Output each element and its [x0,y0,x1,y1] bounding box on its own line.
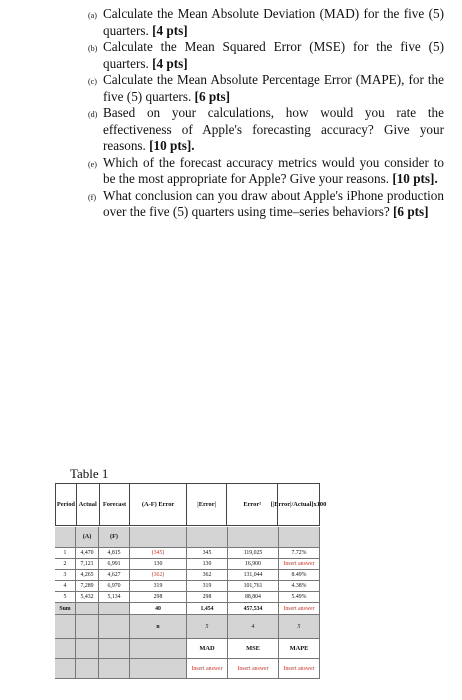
question-marker: (e) [88,159,97,169]
cell-abs-error: 345 [187,548,228,559]
cell-actual: 4,470 [76,548,99,559]
cell-actual: 5,432 [76,592,99,603]
n-abs: 5 [187,615,228,639]
table-row [55,548,320,559]
table-cell [55,527,76,548]
table-title: Table 1 [70,466,109,481]
label-mse: MSE [228,639,279,659]
sublabel-actual: (A) [76,527,99,548]
cell-period: 2 [55,559,76,570]
cell-squared-error: 131,044 [228,570,279,581]
table-row [55,570,320,581]
question-marker: (d) [88,110,98,119]
cell-actual: 7,289 [76,581,99,592]
cell-abs-error: 319 [187,581,228,592]
cell-pct-error: 4.38% [279,581,320,592]
header-forecast: Forecast [100,484,131,525]
cell-error: 130 [130,559,187,570]
question-f [88,188,444,221]
question-e [88,155,444,188]
question-text: Based on your calculations, how would you rate the effectiveness of Apple's forecasting accuracy? Give your reasons. [103,105,444,153]
cell-error: (362) [130,570,187,581]
cell-forecast: 4,815 [99,548,130,559]
question-marker: (a) [88,11,97,20]
cell-period: 1 [55,548,76,559]
table-body [55,526,320,679]
n-row [55,615,320,639]
table-cell [99,615,130,639]
question-d [88,105,444,155]
cell-abs-error: 298 [187,592,228,603]
question-points: [10 pts]. [149,138,195,153]
sum-abs-error: 1,454 [187,603,228,615]
table-cell [228,527,279,548]
cell-error: 319 [130,581,187,592]
question-b [88,39,444,72]
sum-squared-error: 457,534 [228,603,279,615]
header-actual: Actual [77,484,100,525]
table-cell [130,527,187,548]
question-marker: (f) [88,192,96,202]
question-c [88,72,444,105]
question-points: [6 pts] [393,204,429,219]
answer-input-mape[interactable]: Insert answer [279,659,320,679]
table-cell [130,659,187,679]
table-cell [55,615,76,639]
table-cell [55,659,76,679]
question-text: Which of the forecast accuracy metrics would you consider to be the most appropriate for Apple? Give your reasons. [103,154,444,186]
table-row [55,592,320,603]
table-cell [76,603,99,615]
cell-squared-error: 88,804 [228,592,279,603]
question-text: Calculate the Mean Squared Error (MSE) for the five (5) quarters. [103,39,444,71]
sum-label: Sum [55,603,76,615]
sum-row [55,603,320,615]
cell-actual: 4,265 [76,570,99,581]
table-cell [130,639,187,659]
cell-squared-error: 119,025 [228,548,279,559]
table-cell [76,659,99,679]
cell-abs-error: 130 [187,559,228,570]
sum-error: 40 [130,603,187,615]
table-row [55,559,320,570]
question-points: [4 pts] [152,22,188,38]
table-cell [55,639,76,659]
header-period: Period [56,484,77,525]
cell-squared-error: 16,900 [228,559,279,570]
cell-forecast: 5,134 [99,592,130,603]
question-list [88,6,444,221]
cell-period: 5 [55,592,76,603]
sublabel-forecast: (F) [99,527,130,548]
cell-abs-error: 362 [187,570,228,581]
question-text: What conclusion can you draw about Apple's iPhone production over the five (5) quarters using time–series behaviors? [103,187,444,219]
forecast-table [55,483,327,684]
cell-pct-error: 5.49% [279,592,320,603]
header-abs-error: |Error| [187,484,228,525]
table-cell [99,639,130,659]
table-cell [76,615,99,639]
n-label: n [130,615,187,639]
answer-input-pct-2[interactable]: Insert answer [279,559,320,570]
question-a [88,6,444,39]
table-cell [99,603,130,615]
answer-input-mad[interactable]: Insert answer [187,659,228,679]
header-pct-error: [|Error|/Actual]x100 [270,501,327,508]
header-error: (A-F) Error [130,484,186,525]
table-cell [187,527,228,548]
cell-actual: 7,121 [76,559,99,570]
sublabel-row [55,527,320,548]
table-header [55,483,327,526]
answer-input-mse[interactable]: Insert answer [228,659,279,679]
question-points: [4 pts] [152,55,188,71]
question-points: [10 pts]. [392,171,438,186]
question-text: Calculate the Mean Absolute Percentage Error (MAPE), for the five (5) quarters. [103,72,444,104]
question-points: [6 pts] [194,88,231,104]
label-mad: MAD [187,639,228,659]
question-marker: (c) [88,77,97,86]
question-marker: (b) [88,44,98,53]
cell-pct-error: 7.72% [279,548,320,559]
table-cell [279,527,320,548]
metric-label-row [55,639,320,659]
n-squared: 4 [228,615,279,639]
cell-forecast: 6,991 [99,559,130,570]
table-cell [99,659,130,679]
metric-answer-row [55,659,320,679]
table-row [55,581,320,592]
header-squared-error: Error² [227,484,278,525]
cell-error: (345) [130,548,187,559]
cell-squared-error: 101,761 [228,581,279,592]
cell-error: 298 [130,592,187,603]
cell-forecast: 4,627 [99,570,130,581]
n-pct: 5 [279,615,320,639]
label-mape: MAPE [279,639,320,659]
answer-input-sum-pct[interactable]: Insert answer [279,603,320,615]
cell-pct-error: 8.49% [279,570,320,581]
question-text: Calculate the Mean Absolute Deviation (MAD) for the five (5) quarters. [103,6,444,38]
cell-period: 3 [55,570,76,581]
cell-period: 4 [55,581,76,592]
table-cell [76,639,99,659]
cell-forecast: 6,970 [99,581,130,592]
